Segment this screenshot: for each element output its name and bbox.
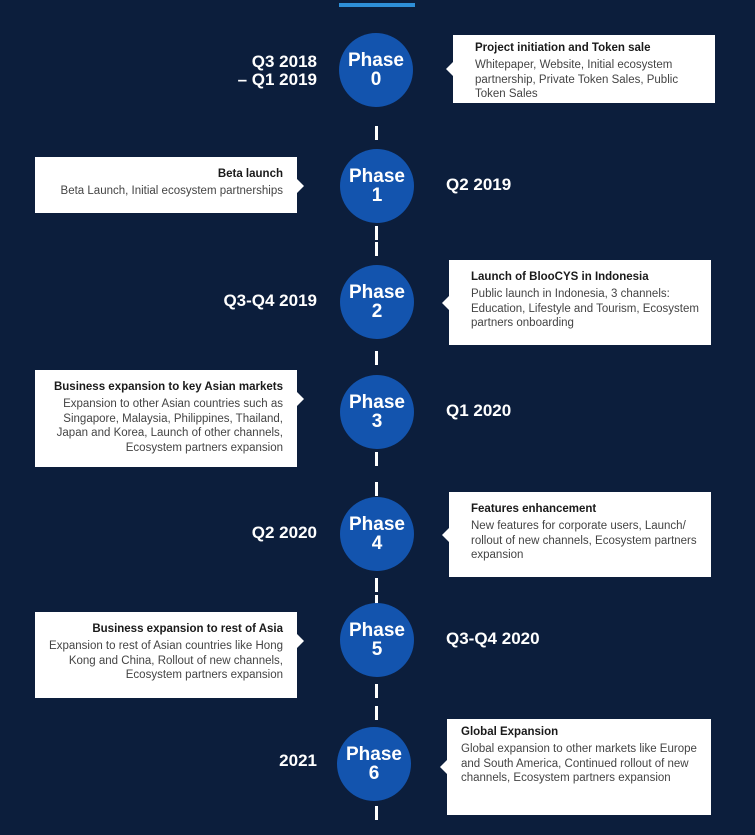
phase-number: 2 <box>371 301 383 322</box>
phase-0-circle <box>339 33 413 107</box>
phase-4-circle <box>340 497 414 571</box>
phase-number: 4 <box>371 533 383 554</box>
card-description: Beta Launch, Initial ecosystem partnerships <box>60 185 283 197</box>
card-description: Expansion to other Asian countries such as Singapore, Malaysia, Philippines, Thailand, Japan and Korea, Launch of other channels, Ecosystem partners expansion <box>56 398 283 454</box>
card-description: New features for corporate users, Launch/ rollout of new channels, Ecosystem partners expansion <box>471 520 697 561</box>
phase-number: 1 <box>371 185 383 206</box>
phase-6-date: 2021 <box>279 751 317 770</box>
card-title: Project initiation and Token sale <box>475 42 651 54</box>
timeline-dash <box>375 578 378 592</box>
phase-5-card <box>35 612 297 698</box>
phase-label: Phase <box>349 392 405 413</box>
phase-1-card <box>35 157 297 213</box>
card-description: Whitepaper, Website, Initial ecosystem partnership, Private Token Sales, Public Token Sales <box>475 59 679 100</box>
phase-label: Phase <box>349 514 405 535</box>
card-title: Features enhancement <box>471 503 597 515</box>
timeline-dash <box>375 351 378 365</box>
phase-5-date: Q3-Q4 2020 <box>446 629 540 648</box>
timeline-dash <box>375 706 378 720</box>
card-description: Expansion to rest of Asian countries like Hong Kong and China, Rollout of new channels, Ecosystem partners expansion <box>49 640 283 681</box>
phase-0-card <box>453 35 715 103</box>
phase-number: 0 <box>370 69 382 90</box>
phase-0-date: Q3 2018 – Q1 2019 <box>237 52 317 89</box>
phase-label: Phase <box>346 744 402 765</box>
phase-2-card <box>449 260 711 345</box>
phase-4-date: Q2 2020 <box>251 523 317 542</box>
timeline-dash <box>375 226 378 240</box>
card-description: Public launch in Indonesia, 3 channels: Education, Lifestyle and Tourism, Ecosystem partners onboarding <box>471 288 699 329</box>
card-title: Business expansion to rest of Asia <box>92 623 283 635</box>
phase-6-circle <box>337 727 411 801</box>
card-description: Global expansion to other markets like Europe and South America, Continued rollout of new channels, Ecosystem partners expansion <box>461 743 697 784</box>
timeline-dash <box>375 806 378 820</box>
card-title: Business expansion to key Asian markets <box>53 381 283 393</box>
phase-2-circle <box>340 265 414 339</box>
card-title: Beta launch <box>217 168 283 180</box>
phase-label: Phase <box>349 166 405 187</box>
phase-3-circle <box>340 375 414 449</box>
timeline-dash <box>375 452 378 466</box>
phase-label: Phase <box>349 620 405 641</box>
phase-number: 5 <box>371 639 383 660</box>
phase-2-date: Q3-Q4 2019 <box>223 291 317 310</box>
phase-label: Phase <box>349 282 405 303</box>
timeline-dash <box>375 242 378 256</box>
phase-6-card <box>447 719 711 815</box>
phase-label: Phase <box>348 50 404 71</box>
phase-3-card <box>35 370 297 467</box>
card-title: Global Expansion <box>461 726 559 738</box>
phase-5-circle <box>340 603 414 677</box>
card-title: Launch of BlooCYS in Indonesia <box>471 271 649 283</box>
phase-number: 6 <box>368 763 380 784</box>
phase-1-circle <box>340 149 414 223</box>
timeline-dash <box>375 684 378 698</box>
phase-1-date: Q2 2019 <box>446 175 512 194</box>
top-accent-bar <box>339 3 415 7</box>
phase-3-date: Q1 2020 <box>446 401 512 420</box>
timeline-dash <box>375 126 378 140</box>
phase-number: 3 <box>371 411 383 432</box>
phase-4-card <box>449 492 711 577</box>
timeline-dash <box>375 482 378 496</box>
